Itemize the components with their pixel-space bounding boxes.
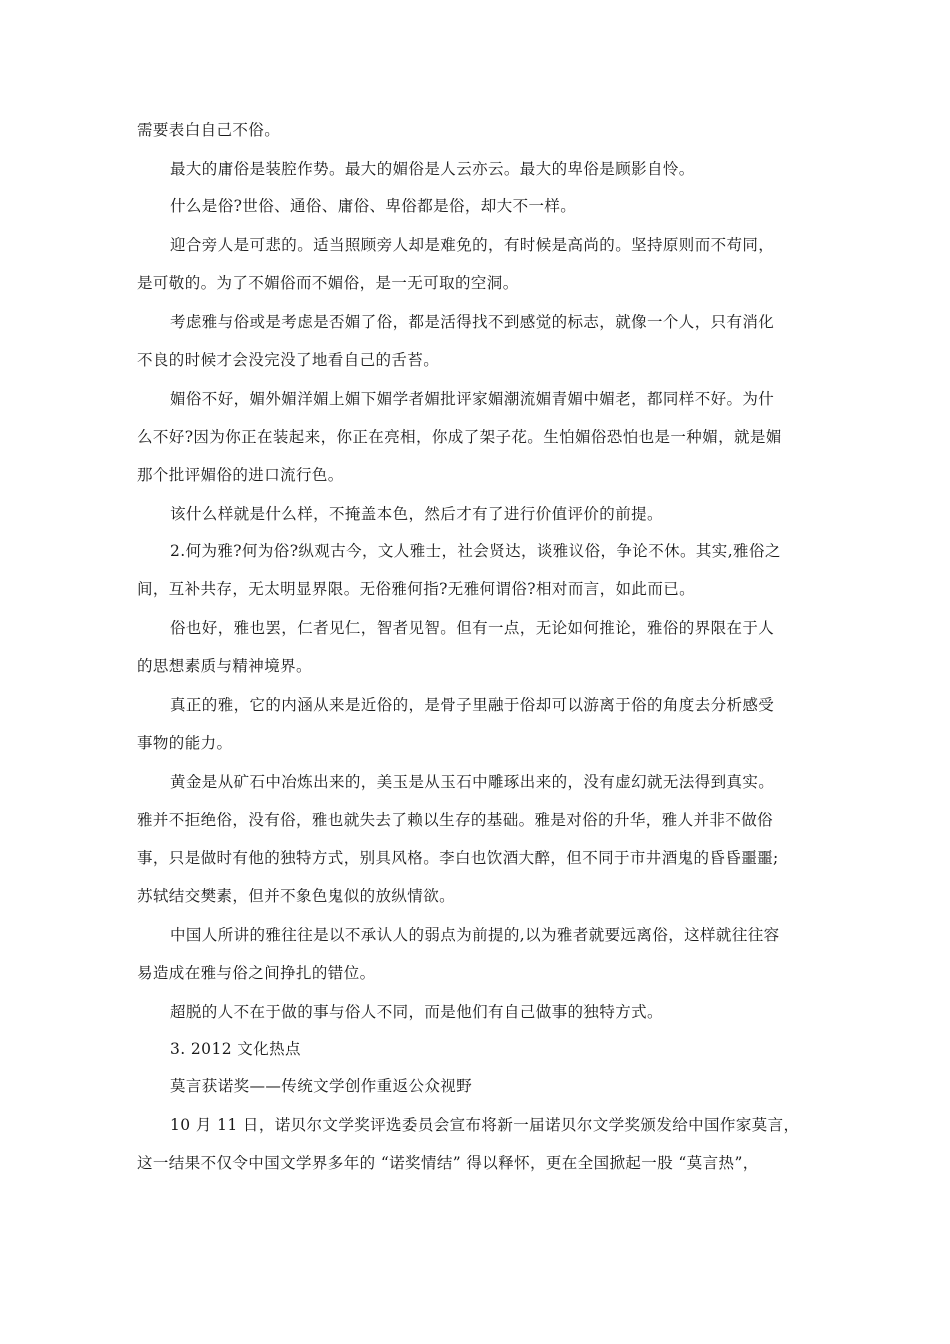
paragraph-line: 什么是俗?世俗、通俗、庸俗、卑俗都是俗，却大不一样。 xyxy=(170,197,577,215)
text-line: 间，互补共存，无太明显界限。无俗雅何指?无雅何谓俗?相对而言，如此而已。 xyxy=(137,580,696,598)
text-line: 需要表白自己不俗。 xyxy=(137,121,281,139)
text-line: 这一结果不仅令中国文学界多年的 “诺奖情结” 得以释怀，更在全国掀起一股 “莫言热”， xyxy=(137,1154,759,1172)
paragraph-line: 最大的庸俗是装腔作势。最大的媚俗是人云亦云。最大的卑俗是顾影自怜。 xyxy=(170,160,695,178)
text-line: 易造成在雅与俗之间挣扎的错位。 xyxy=(137,964,376,982)
paragraph-line: 俗也好，雅也罢，仁者见仁，智者见智。但有一点，无论如何推论，雅俗的界限在于人 xyxy=(170,619,775,637)
subheading: 莫言获诺奖——传统文学创作重返公众视野 xyxy=(170,1077,473,1095)
paragraph-line: 该什么样就是什么样，不掩盖本色，然后才有了进行价值评价的前提。 xyxy=(170,505,663,523)
text-line: 的思想素质与精神境界。 xyxy=(137,657,312,675)
paragraph-line: 10 月 11 日，诺贝尔文学奖评选委员会宣布将新一届诺贝尔文学奖颁发给中国作家莫言， xyxy=(170,1116,800,1134)
paragraph-line: 迎合旁人是可悲的。适当照顾旁人却是难免的，有时候是高尚的。坚持原则而不苟同， xyxy=(170,236,775,254)
text-line: 么不好?因为你正在装起来，你正在亮相，你成了架子花。生怕媚俗恐怕也是一种媚，就是媚 xyxy=(137,428,782,446)
paragraph-line: 中国人所讲的雅往往是以不承认人的弱点为前提的,以为雅者就要远离俗，这样就往往容 xyxy=(170,926,780,944)
body-text xyxy=(137,120,817,1173)
paragraph-line: 考虑雅与俗或是考虑是否媚了俗，都是活得找不到感觉的标志，就像一个人，只有消化 xyxy=(170,313,775,331)
paragraph-line: 2.何为雅?何为俗?纵观古今，文人雅士，社会贤达，谈雅议俗，争论不休。其实,雅俗之 xyxy=(170,542,781,560)
paragraph-line: 媚俗不好，媚外媚洋媚上媚下媚学者媚批评家媚潮流媚青媚中媚老，都同样不好。为什 xyxy=(170,390,775,408)
text-line: 苏轼结交樊素，但并不象色鬼似的放纵情欲。 xyxy=(137,887,456,905)
text-line: 事，只是做时有他的独特方式，别具风格。李白也饮酒大醉，但不同于市井酒鬼的昏昏噩噩; xyxy=(137,849,779,867)
text-line: 雅并不拒绝俗，没有俗，雅也就失去了赖以生存的基础。雅是对俗的升华，雅人并非不做俗 xyxy=(137,811,774,829)
text-line: 那个批评媚俗的进口流行色。 xyxy=(137,466,344,484)
text-line: 不良的时候才会没完没了地看自己的舌苔。 xyxy=(137,351,440,369)
section-heading: 3. 2012 文化热点 xyxy=(170,1040,301,1058)
paragraph-line: 真正的雅，它的内涵从来是近俗的，是骨子里融于俗却可以游离于俗的角度去分析感受 xyxy=(170,696,775,714)
paragraph-line: 黄金是从矿石中冶炼出来的，美玉是从玉石中雕琢出来的，没有虚幻就无法得到真实。 xyxy=(170,773,775,791)
text-line: 是可敬的。为了不媚俗而不媚俗，是一无可取的空洞。 xyxy=(137,274,519,292)
paragraph-line: 超脱的人不在于做的事与俗人不同，而是他们有自己做事的独特方式。 xyxy=(170,1003,663,1021)
text-line: 事物的能力。 xyxy=(137,734,233,752)
